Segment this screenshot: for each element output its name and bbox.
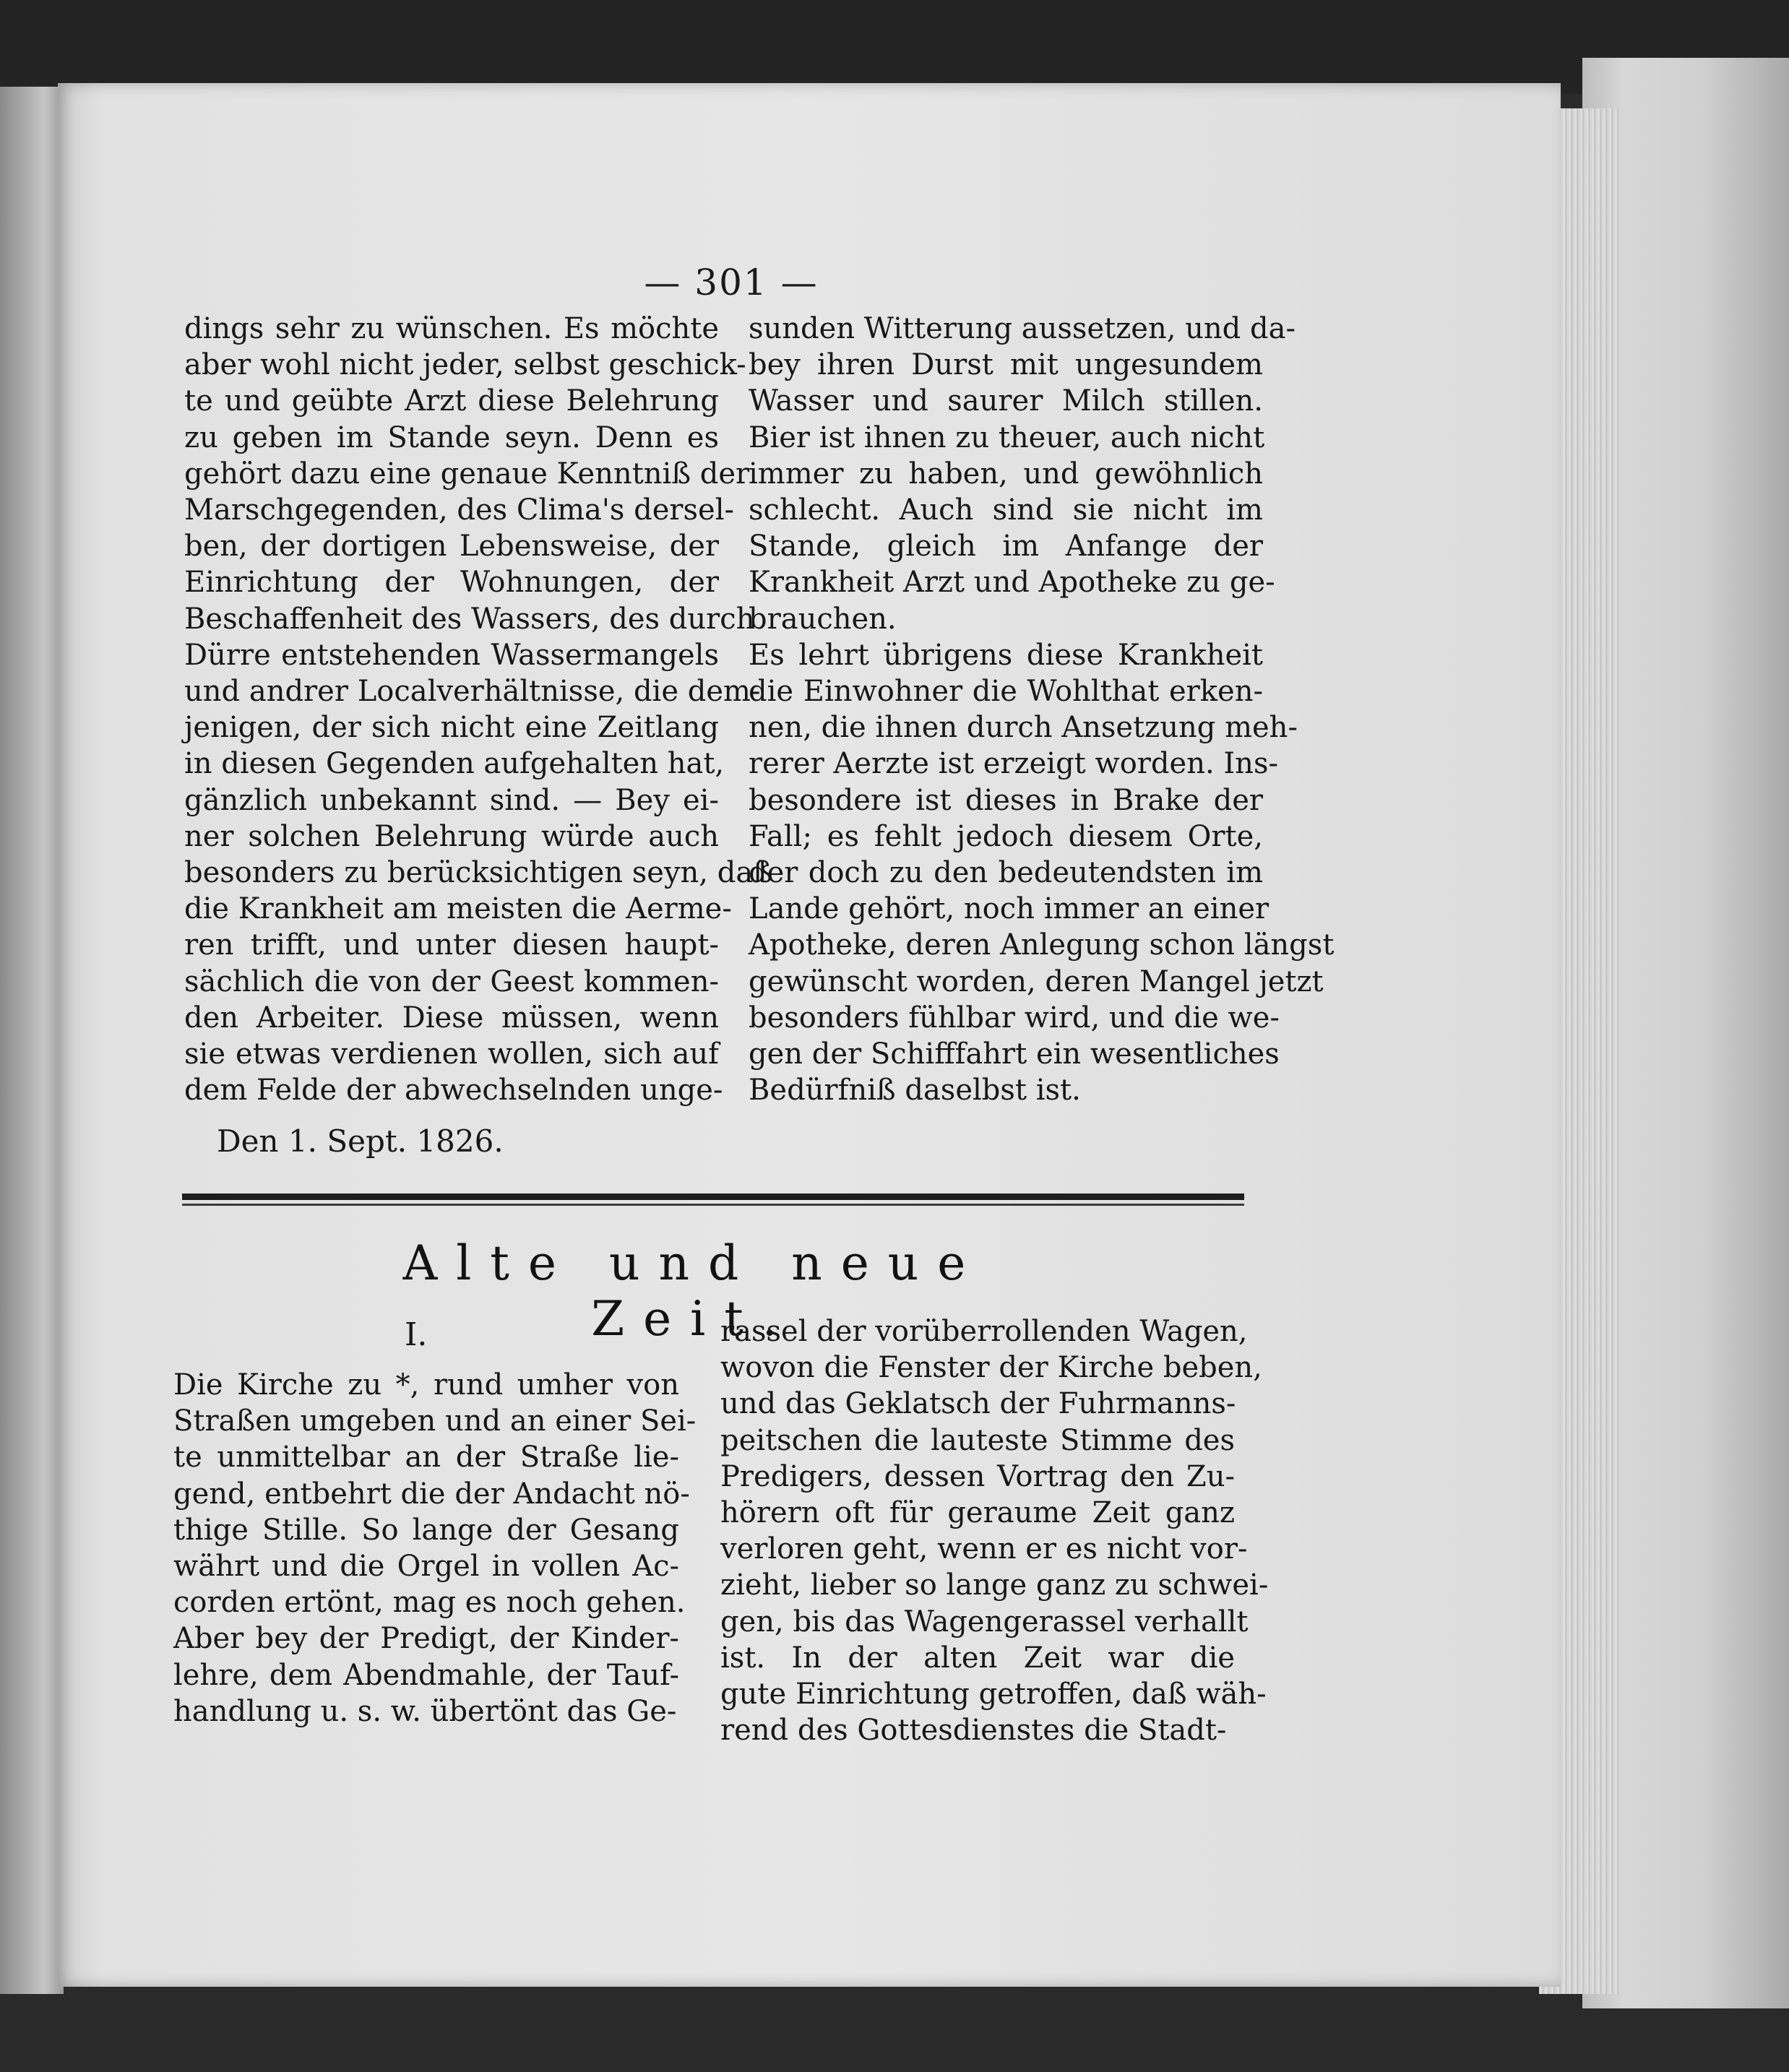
text-line: sie etwas verdienen wollen, sich auf (184, 1037, 719, 1071)
text-line: ist. In der alten Zeit war die (720, 1641, 1235, 1675)
text-line: gute Einrichtung getroffen, daß wäh- (720, 1678, 1267, 1711)
text-line: jenigen, der sich nicht eine Zeitlang (184, 711, 719, 745)
text-line: die Einwohner die Wohlthat erken- (749, 675, 1263, 709)
text-line: Marschgegenden, des Clima's dersel- (184, 493, 735, 527)
text-line: Krankheit Arzt und Apotheke zu ge- (749, 566, 1275, 600)
text-line: brauchen. (749, 602, 897, 636)
text-line: Predigers, dessen Vortrag den Zu- (720, 1459, 1235, 1493)
scan-backdrop-bottom (0, 1980, 1789, 2072)
text-line: Die Kirche zu *, rund umher von (173, 1368, 679, 1402)
text-line: der doch zu den bedeutendsten im (749, 856, 1263, 890)
text-line: zu geben im Stande seyn. Denn es (184, 420, 719, 454)
text-line: te unmittelbar an der Straße lie- (173, 1441, 679, 1475)
text-line: ben, der dortigen Lebensweise, der (184, 530, 719, 564)
text-line: und das Geklatsch der Fuhrmanns- (720, 1387, 1236, 1421)
section-title: Alte und neue Zeit. (402, 1235, 985, 1347)
text-line: lehre, dem Abendmahle, der Tauf- (173, 1658, 679, 1692)
section-divider-thin (182, 1204, 1244, 1206)
text-line: Aber bey der Predigt, der Kinder- (173, 1622, 679, 1656)
text-line: wovon die Fenster der Kirche beben, (720, 1351, 1262, 1385)
text-line: den Arbeiter. Diese müssen, wenn (184, 1001, 719, 1035)
text-line: thige Stille. So lange der Gesang (173, 1513, 679, 1547)
text-line: Stande, gleich im Anfange der (749, 530, 1263, 564)
top-left-column (184, 311, 772, 1108)
top-right-column (749, 311, 1335, 1108)
text-line: Dürre entstehenden Wassermangels (184, 638, 719, 672)
text-line: nen, die ihnen durch Ansetzung meh- (749, 711, 1298, 745)
text-line: aber wohl nicht jeder, selbst geschick- (184, 348, 746, 382)
text-line: ren trifft, und unter diesen haupt- (184, 928, 719, 962)
text-line: Beschaffenheit des Wassers, des durch (184, 602, 755, 636)
bottom-right-column (720, 1313, 1269, 1748)
text-line: schlecht. Auch sind sie nicht im (749, 493, 1263, 527)
text-line: Fall; es fehlt jedoch diesem Orte, (749, 819, 1263, 853)
text-line: verloren geht, wenn er es nicht vor- (720, 1532, 1248, 1566)
text-line: in diesen Gegenden aufgehalten hat, (184, 747, 725, 781)
section-number: I. (405, 1316, 428, 1353)
text-line: Bier ist ihnen zu theuer, auch nicht (749, 420, 1265, 454)
text-line: besondere ist dieses in Brake der (749, 783, 1263, 817)
text-line: Bedürfniß daselbst ist. (749, 1074, 1081, 1108)
text-line: besonders zu berücksichtigen seyn, daß (184, 856, 772, 890)
text-line: die Krankheit am meisten die Aerme- (184, 892, 732, 926)
text-line: Lande gehört, noch immer an einer (749, 892, 1269, 926)
text-line: sunden Witterung aussetzen, und da- (749, 312, 1296, 345)
text-line: währt und die Orgel in vollen Ac- (173, 1550, 679, 1584)
text-line: dem Felde der abwechselnden unge- (184, 1074, 723, 1108)
text-line: zieht, lieber so lange ganz zu schwei- (720, 1568, 1269, 1602)
text-line: gen der Schifffahrt ein wesentliches (749, 1037, 1280, 1071)
section-divider-thick (182, 1193, 1244, 1200)
text-line: sächlich die von der Geest kommen- (184, 964, 719, 998)
bottom-left-column (173, 1367, 697, 1730)
text-line: handlung u. s. w. übertönt das Ge- (173, 1694, 677, 1728)
text-line: bey ihren Durst mit ungesundem (749, 348, 1263, 382)
page-number: — 301 — (644, 262, 819, 303)
text-line: Einrichtung der Wohnungen, der (184, 566, 719, 600)
text-line: corden ertönt, mag es noch gehen. (173, 1586, 686, 1620)
text-line: rerer Aerzte ist erzeigt worden. Ins- (749, 747, 1278, 781)
text-line: peitschen die lauteste Stimme des (720, 1423, 1235, 1457)
text-line: rend des Gottesdienstes die Stadt- (720, 1714, 1227, 1748)
text-line: und andrer Localverhältnisse, die dem- (184, 675, 761, 709)
text-line: dings sehr zu wünschen. Es möchte (184, 312, 719, 345)
text-line: ner solchen Belehrung würde auch (184, 819, 719, 853)
text-line: Es lehrt übrigens diese Krankheit (749, 638, 1263, 672)
text-line: te und geübte Arzt diese Belehrung (184, 384, 719, 418)
text-line: immer zu haben, und gewöhnlich (749, 457, 1263, 491)
text-line: gewünscht worden, deren Mangel jetzt (749, 964, 1324, 998)
text-line: gänzlich unbekannt sind. — Bey ei- (184, 783, 719, 817)
text-line: hörern oft für geraume Zeit ganz (720, 1496, 1235, 1530)
dateline: Den 1. Sept. 1826. (217, 1123, 504, 1159)
text-line: Wasser und saurer Milch stillen. (749, 384, 1263, 418)
text-line: rassel der vorüberrollenden Wagen, (720, 1315, 1248, 1348)
text-line: Straßen umgeben und an einer Sei- (173, 1404, 697, 1438)
text-line: gend, entbehrt die der Andacht nö- (173, 1477, 690, 1511)
facing-page-edge (0, 87, 64, 1994)
text-line: gehört dazu eine genaue Kenntniß der (184, 457, 750, 491)
text-line: Apotheke, deren Anlegung schon längst (749, 928, 1335, 962)
scan-backdrop-top (0, 0, 1789, 94)
text-line: gen, bis das Wagengerassel verhallt (720, 1605, 1249, 1639)
text-line: besonders fühlbar wird, und die we- (749, 1001, 1280, 1035)
